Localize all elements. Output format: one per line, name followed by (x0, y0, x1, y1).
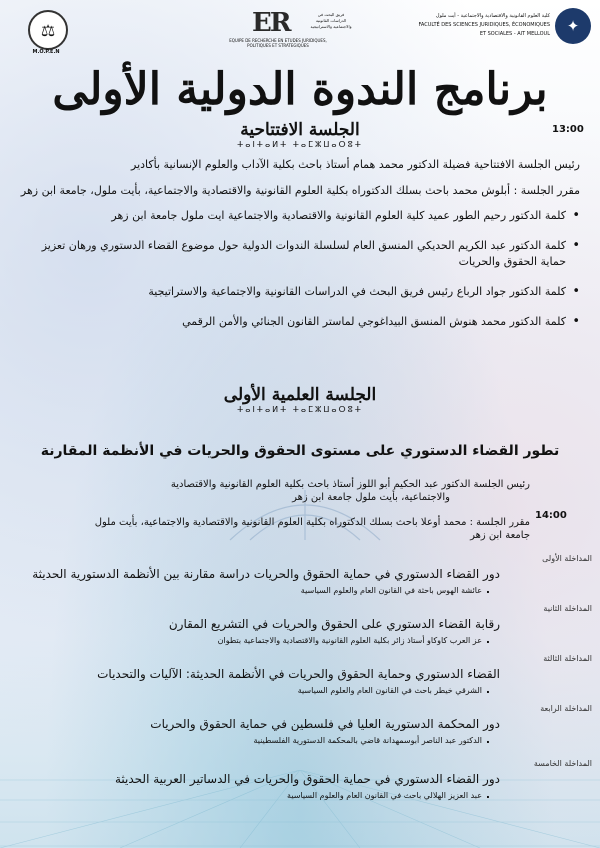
talk-label: المداخلة الرابعة (540, 704, 592, 713)
first-session-rapporteur (40, 516, 530, 542)
first-session-heading-ar: الجلسة العلمية الأولى (223, 385, 377, 405)
talk-title: دور القضاء الدستوري في حماية الحقوق والحريات دراسة مقارنة بين الأنظمة الدستورية الحديثة (32, 567, 500, 581)
speech-item: • كلمة الدكتور محمد هنوش المنسق البيداغوجي لماستر القانون الجنائي والأمن الرقمي (30, 314, 580, 330)
talk-speaker-name: عبد العزيز الهلالي باحث في القانون العام والعلوم السياسية (287, 791, 482, 800)
opening-rapporteur: مقرر الجلسة : أبلوش محمد باحث بسلك الدكتوراه بكلية العلوم القانونية والاقتصادية والاجتماعية، بأيت ملول، جامعة ابن زهر (20, 184, 580, 197)
talk-speaker-name: الدكتور عبد الناصر أبوسمهدانة قاضي بالمحكمة الدستورية الفلسطينية (253, 736, 482, 745)
bullet-dot: . (481, 683, 490, 696)
university-seal-logo (28, 10, 68, 50)
talks-list (0, 552, 600, 802)
talk-label: المداخلة الخامسة (533, 759, 592, 768)
first-session-president (60, 478, 530, 504)
first-session-rapporteur-line1: مقرر الجلسة : محمد أوعلا باحث بسلك الدكتوراه بكلية العلوم القانونية والاقتصادية والاجتماعية، بأيت ملول (94, 517, 530, 528)
speech-item: • كلمة الدكتور عبد الكريم الحديكي المنسق العام لسلسلة الندوات الدولية حول موضوع القضاء الدستوري ورهان تعزيز حماية الحقوق والحريات (30, 238, 580, 270)
faculty-name (418, 12, 550, 39)
bullet-dot: . (481, 733, 490, 746)
talk-item (0, 652, 600, 702)
faculty-logo (555, 8, 591, 44)
first-session-president-line2: والاجتماعية، بأيت ملول جامعة ابن زهر (292, 492, 450, 503)
talk-item (0, 702, 600, 752)
opening-time: 13:00 (552, 124, 584, 135)
bullet-dot: . (481, 788, 490, 801)
opening-heading-tifinagh: ⵜⴰⵏⵜⴰⵍⵜ ⵜⴰⵎⵣⵡⴰⵔⵓⵜ (237, 140, 363, 149)
bullet-dot: . (481, 583, 490, 596)
page-title: برنامج الندوة الدولية الأولى (52, 64, 548, 115)
talk-speaker (40, 584, 490, 597)
bullet-dot: . (481, 633, 490, 646)
faculty-name-ar: كلية العلوم القانونية والاقتصادية والاجتماعية - أيت ملول (435, 13, 550, 19)
talk-speaker-name: عز العرب كاوكاو أستاذ زائر بكلية العلوم القانونية والاقتصادية والاجتماعية بتطوان (217, 636, 482, 645)
speech-item: • كلمة الدكتور رحيم الطور عميد كلية العلوم القانونية والاقتصادية والاجتماعية ايت ملول جامعة ابن زهر (30, 208, 580, 224)
talk-title: دور المحكمة الدستورية العليا في فلسطين في حماية الحقوق والحريات (150, 717, 500, 731)
talk-item (0, 757, 600, 807)
opening-heading-ar: الجلسة الافتتاحية (240, 120, 360, 140)
scales-icon: ⚖ (40, 20, 56, 40)
research-team-logo-caption-ar: فريق البحث في الدراسات القانونية والاجتماعية والاستراتيجية (310, 12, 352, 29)
opening-president: رئيس الجلسة الافتتاحية فضيلة الدكتور محمد همام أستاذ باحث بكلية الآداب والعلوم الإنسانية بأكادير (131, 158, 580, 171)
opening-session-heading (200, 120, 400, 149)
talk-speaker (40, 684, 490, 697)
talk-item (0, 602, 600, 652)
emblem-icon: ✦ (566, 17, 580, 35)
faculty-name-fr: FACULTÉ DES SCIENCES JURIDIQUES, ÉCONOMIQUES ET SOCIALES - AIT MELLOUL (418, 22, 550, 37)
research-team-logo: ER (252, 8, 290, 38)
talk-speaker (40, 789, 490, 802)
talk-speaker (40, 634, 490, 647)
first-session-heading (200, 385, 400, 414)
talk-title: دور القضاء الدستوري في حماية الحقوق والحريات في الدساتير العربية الحديثة (114, 772, 500, 786)
talk-item (0, 552, 600, 602)
first-session-president-line1: رئيس الجلسة الدكتور عبد الحكيم أبو اللوز أستاذ باحث بكلية العلوم القانونية والاقتصادية (170, 479, 530, 490)
opening-speeches (30, 208, 580, 330)
talk-title: رقابة القضاء الدستوري على الحقوق والحريات في التشريع المقارن (168, 617, 500, 631)
talk-speaker-name: الشرقي خيطر باحث في القانون العام والعلوم السياسية (297, 686, 482, 695)
talk-label: المداخلة الثانية (543, 604, 592, 613)
first-session-time: 14:00 (535, 510, 567, 521)
talk-title: القضاء الدستوري وحماية الحقوق والحريات في الأنظمة الحديثة: الآليات والتحديات (97, 667, 500, 681)
research-team-logo-caption: EQUIPE DE RECHERCHE EN ETUDES JURIDIQUES, POLITIQUES ET STRATEGIQUES (229, 38, 327, 48)
first-session-rapporteur-line2: جامعة ابن زهر (470, 530, 530, 541)
left-logo-caption: M.O.P.E.N (32, 49, 60, 55)
talk-label: المداخلة الأولى (542, 554, 592, 563)
talk-speaker-name: عائشة الهوس باحثة في القانون العام والعلوم السياسية (300, 586, 482, 595)
first-session-heading-tifinagh: ⵜⴰⵏⵜⴰⵍⵜ ⵜⴰⵎⵣⵡⴰⵔⵓⵜ (237, 405, 363, 414)
talk-speaker (40, 734, 490, 747)
speech-item: • كلمة الدكتور جواد الرباع رئيس فريق البحث في الدراسات القانونية والاجتماعية والاستراتيجية (30, 284, 580, 300)
first-session-subtitle: تطور القضاء الدستوري على مستوى الحقوق والحريات في الأنظمة المقارنة (40, 443, 560, 459)
talk-label: المداخلة الثالثة (543, 654, 592, 663)
